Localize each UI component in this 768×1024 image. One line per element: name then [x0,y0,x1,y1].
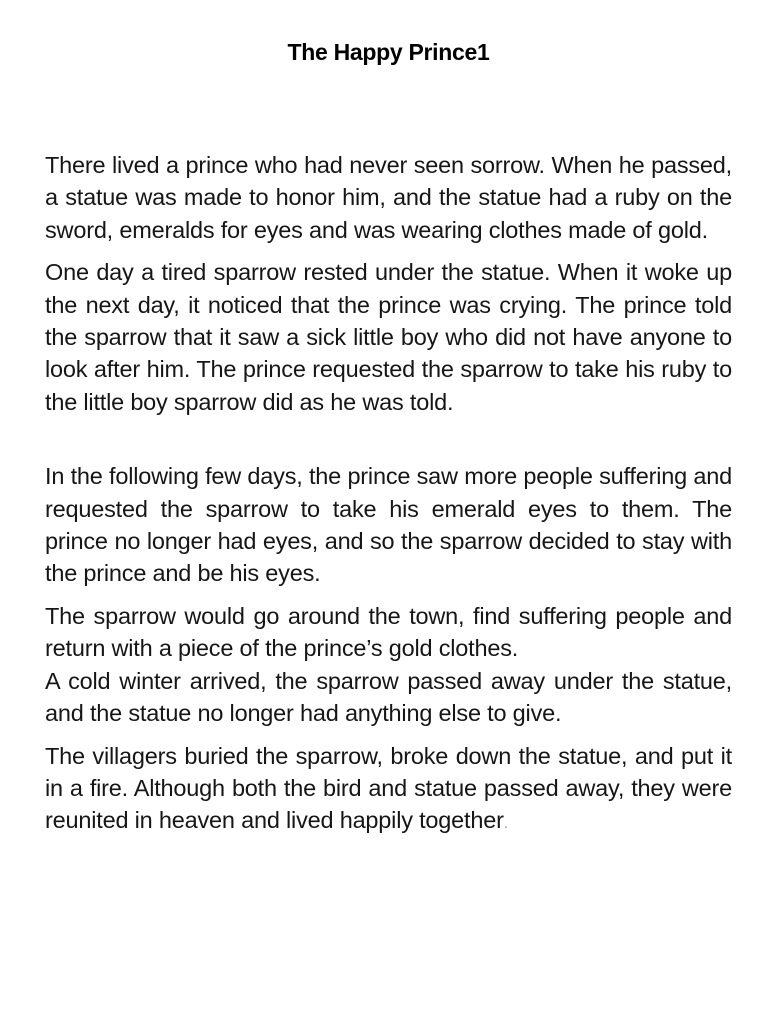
paragraph-6-period: . [503,815,508,833]
paragraph-2: One day a tired sparrow rested under the statue. When it woke up the next day, it noticed that the prince was crying. The prince told the sparrow that it saw a sick little boy who did not have anyone to look after him. The prince requested the sparrow to take his ruby to the little boy sparrow did as he was told. [45,259,732,415]
paragraph-6-text: The villagers buried the sparrow, broke down the statue, and put it in a fire. Although both the bird and statue passed away, they were reunited in heaven and lived happily together [45,742,732,834]
paragraph-3: In the following few days, the prince saw more people suffering and requested the sparrow to take his emerald eyes to them. The prince no longer had eyes, and so the sparrow decided to stay with the prince and be his eyes. [45,463,732,587]
paragraph-4: The sparrow would go around the town, find suffering people and return with a piece of the prince’s gold clothes. [45,602,732,662]
story-body [45,149,732,851]
paragraph-5: A cold winter arrived, the sparrow passed away under the statue, and the statue no longer had anything else to give. [45,667,732,727]
paragraph-1: There lived a prince who had never seen sorrow. When he passed, a statue was made to honor him, and the statue had a ruby on the sword, emeralds for eyes and was wearing clothes made of gold. [45,152,732,243]
paragraph-6 [45,740,732,841]
page-title: The Happy Prince1 [287,39,490,65]
